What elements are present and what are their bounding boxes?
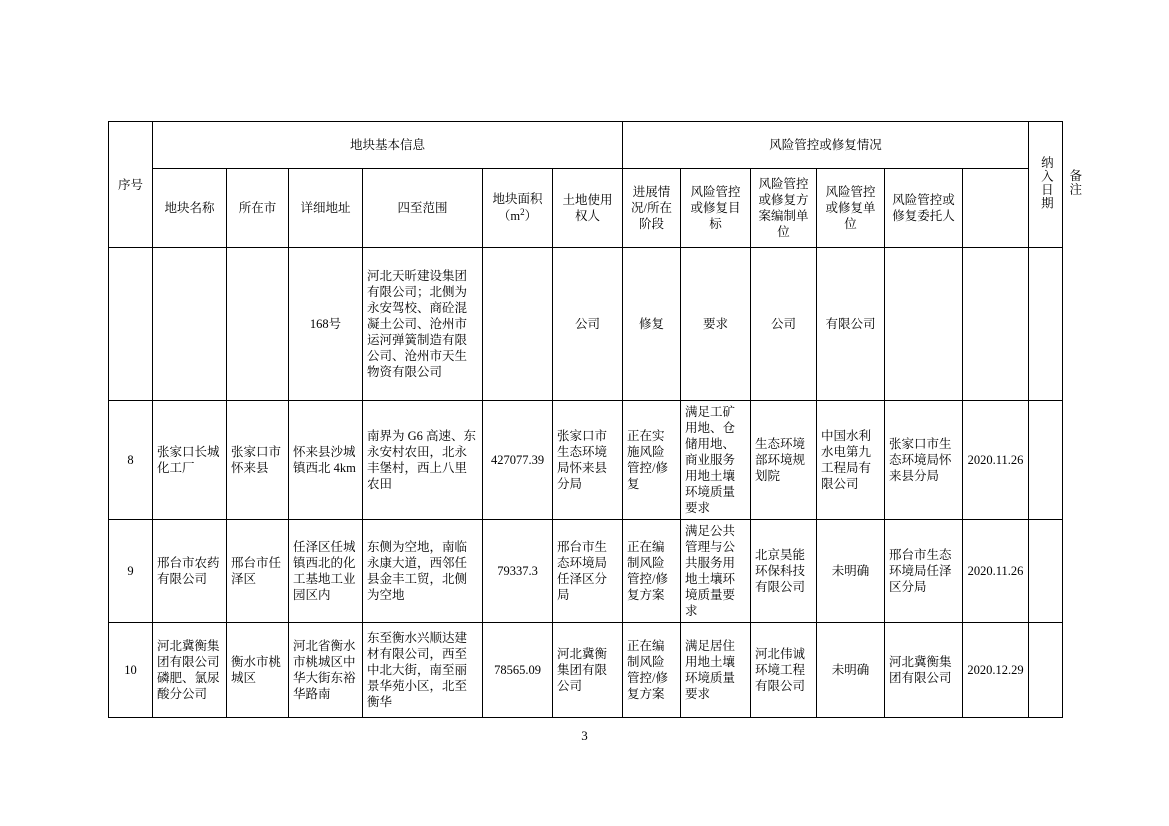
- header-plan-unit: 风险管控或修复方案编制单位: [751, 169, 817, 248]
- cell-stage: 正在编制风险管控/修复方案: [623, 623, 681, 718]
- cell-note: [1029, 623, 1063, 718]
- cell-client: [885, 248, 963, 401]
- cell-owner: 河北冀衡集团有限公司: [553, 623, 623, 718]
- header-seq: [109, 122, 153, 248]
- cell-land-name: 张家口长城化工厂: [153, 401, 227, 520]
- cell-area: 427077.39: [483, 401, 553, 520]
- cell-note: [1029, 248, 1063, 401]
- table-row: [109, 520, 1063, 623]
- cell-stage: 修复: [623, 248, 681, 401]
- header-note-label: 备注: [1067, 169, 1082, 196]
- cell-address: 河北省衡水市桃城区中华大街东裕华路南: [289, 623, 363, 718]
- cell-area: 78565.09: [483, 623, 553, 718]
- cell-owner: 邢台市生态环境局任泽区分局: [553, 520, 623, 623]
- cell-city: 张家口市怀来县: [227, 401, 289, 520]
- cell-exec-unit: 未明确: [817, 623, 885, 718]
- cell-client: 河北冀衡集团有限公司: [885, 623, 963, 718]
- cell-seq: [109, 248, 153, 401]
- table-row: [109, 623, 1063, 718]
- contaminated-land-table: [108, 121, 1082, 718]
- header-date-label: 纳入日期: [1039, 155, 1054, 210]
- cell-land-name: [153, 248, 227, 401]
- cell-client: 邢台市生态环境局任泽区分局: [885, 520, 963, 623]
- cell-note: [1029, 401, 1063, 520]
- header-stage: 进展情况/所在阶段: [623, 169, 681, 248]
- header-owner: 土地使用权人: [553, 169, 623, 248]
- cell-plan-unit: 公司: [751, 248, 817, 401]
- page-number: 3: [581, 728, 588, 743]
- cell-seq: 8: [109, 401, 153, 520]
- cell-city: [227, 248, 289, 401]
- cell-address: 怀来县沙城镇西北 4km: [289, 401, 363, 520]
- cell-city: 邢台市任泽区: [227, 520, 289, 623]
- cell-note: [1029, 520, 1063, 623]
- cell-land-name: 河北冀衡集团有限公司磷肥、氯尿酸分公司: [153, 623, 227, 718]
- table-header-group-row: [109, 122, 1063, 169]
- header-address: 详细地址: [289, 169, 363, 248]
- cell-seq: 10: [109, 623, 153, 718]
- header-risk-info: 风险管控或修复情况: [623, 122, 1029, 169]
- cell-exec-unit: 未明确: [817, 520, 885, 623]
- header-exec-unit: 风险管控或修复单位: [817, 169, 885, 248]
- cell-scope: 东侧为空地，南临永康大道，西邻任县金丰工贸，北侧为空地: [363, 520, 483, 623]
- cell-exec-unit: 中国水利水电第九工程局有限公司: [817, 401, 885, 520]
- header-scope: 四至范围: [363, 169, 483, 248]
- cell-city: 衡水市桃城区: [227, 623, 289, 718]
- cell-exec-unit: 有限公司: [817, 248, 885, 401]
- cell-goal: 满足居住用地土壤环境质量要求: [681, 623, 751, 718]
- cell-owner: 张家口市生态环境局怀来县分局: [553, 401, 623, 520]
- table-header-column-row: [109, 169, 1063, 248]
- cell-stage: 正在编制风险管控/修复方案: [623, 520, 681, 623]
- header-date: [1029, 122, 1063, 248]
- cell-seq: 9: [109, 520, 153, 623]
- cell-goal: 要求: [681, 248, 751, 401]
- cell-scope: 东至衡水兴顺达建材有限公司，西至中北大街，南至丽景华苑小区，北至衡华: [363, 623, 483, 718]
- header-basic-info: 地块基本信息: [153, 122, 623, 169]
- header-area: [483, 169, 553, 248]
- cell-goal: 满足公共管理与公共服务用地土壤环境质量要求: [681, 520, 751, 623]
- cell-stage: 正在实施风险管控/修复: [623, 401, 681, 520]
- cell-plan-unit: 河北伟诚环境工程有限公司: [751, 623, 817, 718]
- header-seq-label: 序号: [117, 177, 143, 192]
- cell-date: [963, 248, 1029, 401]
- table-row: [109, 248, 1063, 401]
- cell-scope: 河北天昕建设集团有限公司；北侧为永安驾校、商砼混凝土公司、沧州市运河弹簧制造有限公司、沧州市天生物资有限公司: [363, 248, 483, 401]
- header-city: 所在市: [227, 169, 289, 248]
- cell-goal: 满足工矿用地、仓储用地、商业服务用地土壤环境质量要求: [681, 401, 751, 520]
- header-area-suffix: ）: [524, 209, 538, 224]
- cell-address: 168号: [289, 248, 363, 401]
- table-row: [109, 401, 1063, 520]
- cell-client: 张家口市生态环境局怀来县分局: [885, 401, 963, 520]
- header-area-main: 地块面积（m: [492, 192, 543, 224]
- header-area-sup: 2: [520, 207, 525, 218]
- header-client: 风险管控或修复委托人: [885, 169, 963, 248]
- cell-date: 2020.11.26: [963, 520, 1029, 623]
- header-land-name: 地块名称: [153, 169, 227, 248]
- cell-date: 2020.11.26: [963, 401, 1029, 520]
- cell-scope: 南界为 G6 高速、东永安村农田，北永丰堡村，西上八里农田: [363, 401, 483, 520]
- cell-owner: 公司: [553, 248, 623, 401]
- cell-date: 2020.12.29: [963, 623, 1029, 718]
- cell-plan-unit: 北京昊能环保科技有限公司: [751, 520, 817, 623]
- cell-land-name: 邢台市农药有限公司: [153, 520, 227, 623]
- cell-plan-unit: 生态环境部环境规划院: [751, 401, 817, 520]
- cell-address: 任泽区任城镇西北的化工基地工业园区内: [289, 520, 363, 623]
- header-goal: 风险管控或修复目标: [681, 169, 751, 248]
- cell-area: [483, 248, 553, 401]
- cell-area: 79337.3: [483, 520, 553, 623]
